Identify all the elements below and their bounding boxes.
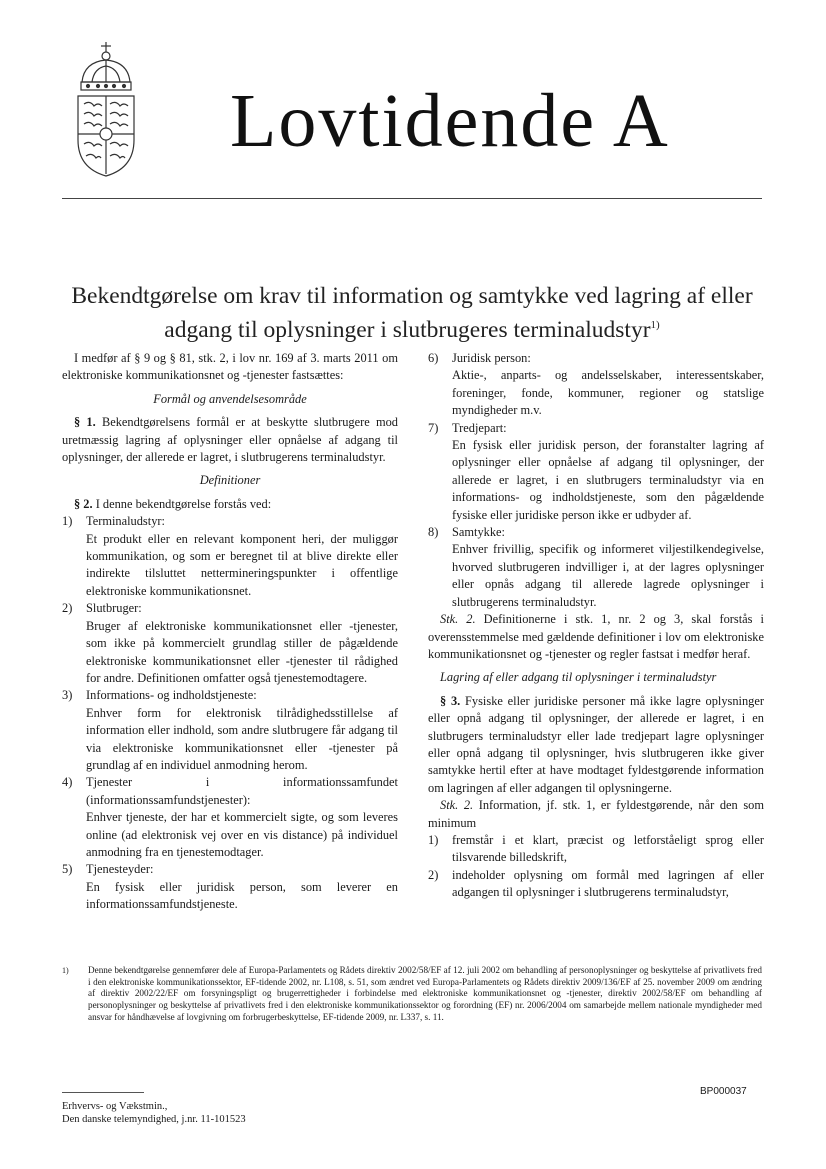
definition-item [62,513,398,600]
definition-label: Informations- og indholdstjeneste: [86,688,257,703]
definition-item [62,687,398,774]
footnote-mark: 1) [62,966,69,975]
paragraph-1-text: Bekendtgørelsens formål er at beskytte slutbrugere mod uretmæssig lagring af oplysninger eller opnåelse af adgang til oplysninger, der allerede er lagret, i slutbrugerens terminaludstyr. [62,415,398,465]
definition-number: 6) [428,351,439,365]
stk2-label: Stk. 2. [440,612,476,627]
paragraph-2-number: § 2. [74,496,93,511]
stk2-paragraph [428,611,764,663]
list-text: fremstår i et klart, præcist og letforståeligt sprog eller tilsvarende billedskrift, [452,832,764,865]
definition-text: Enhver tjeneste, der har et kommercielt sigte, og som leveres online (ad elektronisk vej over en vis distance) på individuel anmodning fra en tjenestemodtager. [86,810,398,859]
stk2-text: Definitionerne i stk. 1, nr. 2 og 3, skal forstås i overensstemmelse med gældende definitioner i lov om elektroniske kommunikationsnet og -tjenester og regler fastsat i medfør heraf. [428,612,764,661]
paragraph-3-number: § 3. [440,693,461,708]
definition-text: En fysisk eller juridisk person, der foranstalter lagring af oplysninger eller opnåelse af adgang til oplysninger, der allerede er lagret, i en slutbrugers terminaludstyr via en informations- og indholdstjeneste, som den pågældende fysiske eller juridiske person ikke er udbyder af. [452,438,764,522]
issuer-line-2: Den danske telemyndighed, j.nr. 11-101523 [62,1114,246,1125]
definition-number: 4) [62,775,73,790]
definition-number: 7) [428,420,439,435]
paragraph-1 [62,414,398,466]
footer-divider [62,1092,144,1093]
paragraph-3-stk2 [428,797,764,832]
list-text: indeholder oplysning om formål med lagringen af eller adgangen til oplysninger i slutbrugerens terminaludstyr, [452,867,764,900]
definition-label: Slutbruger: [86,601,142,616]
definition-label: Tredjepart: [452,420,507,435]
paragraph-3-stk2-label: Stk. 2. [440,798,474,813]
definition-label: Tjenesteyder: [86,862,154,877]
definition-item [62,861,398,913]
definition-number: 2) [62,601,73,616]
left-column [62,350,398,914]
list-number: 1) [428,832,439,847]
paragraph-2 [62,496,398,513]
publication-number: BP000037 [700,1086,747,1097]
list-item [428,867,764,902]
heading-definitioner: Definitioner [199,473,261,488]
definition-item [62,774,398,861]
issuer-line-1: Erhvervs- og Vækstmin., [62,1101,168,1112]
heading-formaal: Formål og anvendelsesområde [153,391,307,406]
paragraph-3-stk2-text: Information, jf. stk. 1, er fyldestgørende, når den som minimum [428,798,764,830]
definition-text: Enhver form for elektronisk tilrådighedsstillelse af information eller indhold, som andre slutbrugere får adgang til via elektroniske kommunikationsnet eller -tjenester på grundlag af en individuel anmodning herom. [86,705,398,772]
definition-item [428,524,764,611]
paragraph-3 [428,693,764,797]
definition-text: En fysisk eller juridisk person, som leverer en informationssamfundstjeneste. [86,879,398,912]
definition-number: 5) [62,862,73,877]
paragraph-2-text: I denne bekendtgørelse forstås ved: [92,496,272,511]
definition-item [62,600,398,687]
definition-number: 1) [62,514,73,529]
definition-label: Terminaludstyr: [86,514,165,529]
document-title [62,282,762,345]
paragraph-1-number: § 1. [74,415,96,430]
list-item [428,832,764,867]
list-number: 2) [428,867,439,882]
definition-text: Et produkt eller en relevant komponent heri, der muliggør kommunikation, og som er beregnet til at blive direkte eller indirekte tilsluttet nettermineringspunkter i offentlige elektroniske kommunikationsnet. [86,531,398,598]
definition-number: 3) [62,688,73,703]
title-line-1: Bekendtgørelse om krav til information og samtykke ved lagring af eller [71,283,753,309]
definition-text: Enhver frivillig, specifik og informeret viljestilkendegivelse, hvorved slutbrugeren indvilliger i, at der lagres oplysninger eller opnås adgang til allerede lagrede oplysninger i slutbrugerens terminaludstyr. [452,542,764,609]
definition-text: Aktie-, anparts- og andelsselskaber, interessentskaber, foreninger, fonde, kommuner, regioner og statslige myndigheder m.v. [452,368,764,418]
definition-number: 8) [428,525,439,540]
footnote [62,965,762,1024]
paragraph-3-text: Fysiske eller juridiske personer må ikke lagre oplysninger eller opnå adgang til oplysninger, der allerede er lagret, i en slutbrugers terminaludstyr eller lade tredjepart lagre oplysninger eller opnå adgang til oplysninger, hvis slutbrugeren ikke giver samtykke hertil efter at have modtaget fyldestgørende information om lagringen af eller adgangen til oplysningerne. [428,693,765,795]
title-footnote-mark: 1) [650,319,660,331]
heading-lagring: Lagring af eller adgang til oplysninger i terminaludstyr [440,670,717,685]
title-line-2: adgang til oplysninger i slutbrugeres terminaludstyr [164,316,651,343]
definition-label: Juridisk person: [452,351,531,365]
definition-text: Bruger af elektroniske kommunikationsnet eller -tjenester, som ikke på kommercielt grundlag stiller de pågældende elektroniske kommunikationsnet eller -tjenester til rådighed for andre. Definitionen omfatter også tjenestemodtagere. [86,618,398,685]
definition-item [428,350,764,420]
masthead-divider [62,198,762,199]
intro-paragraph: I medfør af § 9 og § 81, stk. 2, i lov nr. 169 af 3. marts 2011 om elektroniske kommunikationsnet og -tjenester fastsættes: [62,351,398,383]
definition-item [428,420,764,524]
masthead-title: Lovtidende A [230,79,670,163]
issuer-block [62,1100,246,1126]
right-column [428,350,764,902]
footnote-text: Denne bekendtgørelse gennemfører dele af Europa-Parlamentets og Rådets direktiv 2002/58/EF af 12. juli 2002 om behandling af personoplysninger og beskyttelse af privatlivets fred i den elektroniske kommunikationssektor, EF-tidende 2002, nr. L108, s. 51, som ændret ved Europa-Parlamentets og Rådets direktiv 2009/136/EF af 25. november 2009 om ændring af direktiv 2002/22/EF om forsyningspligt og brugerrettigheder i forbindelse med elektroniske kommunikationsnet og -tjenester, direktiv 2002/58/EF om behandling af personoplysninger og beskyttelse af privatlivets fred i den elektroniske kommunikationssektor og forordning (EF) nr. 2006/2004 om samarbejde mellem nationale myndigheder med ansvar for håndhævelse af lovgivning om forbrugerbeskyttelse, EF-tidende 2009, nr. L337, s. 11. [88,965,762,1022]
definition-label: Tjenester i informationssamfundet (informationssamfundstjenester): [86,775,398,807]
danish-coat-of-arms-icon [72,40,140,180]
definition-label: Samtykke: [452,525,505,540]
